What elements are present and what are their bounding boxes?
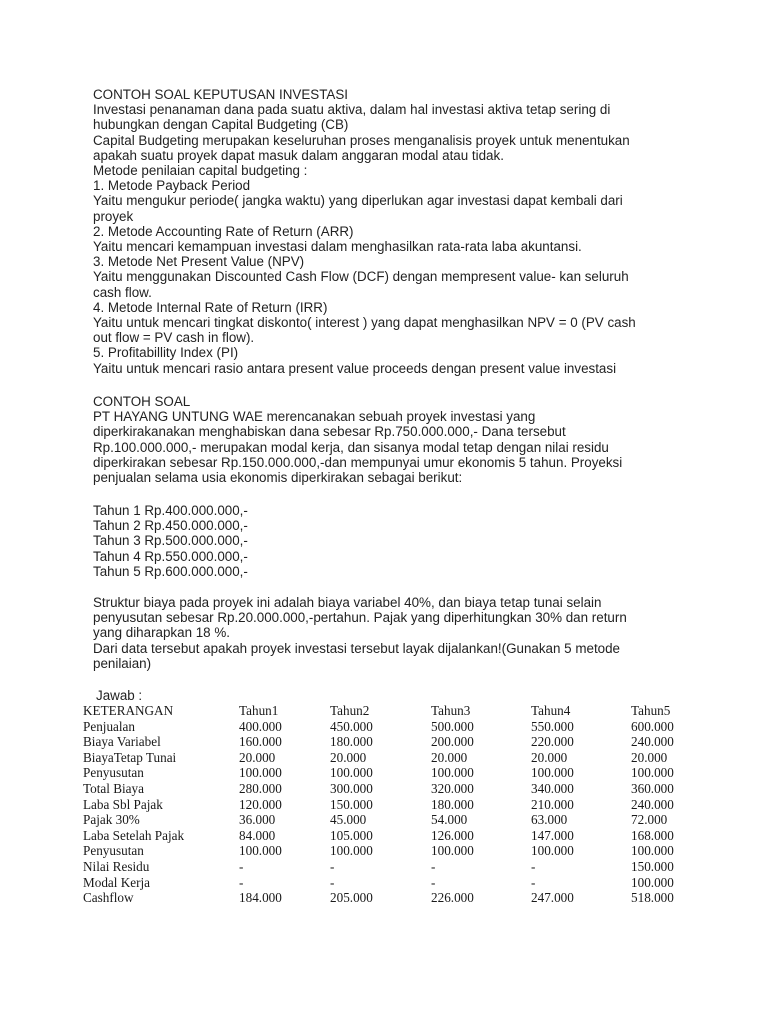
value-cell: 126.000: [431, 827, 474, 843]
table-row: [83, 750, 691, 766]
sales-projection-item: Tahun 5 Rp.600.000.000,-: [93, 563, 248, 579]
row-label-cell: Penjualan: [83, 718, 136, 734]
value-cell: 160.000: [239, 734, 282, 750]
value-cell: 100.000: [239, 765, 282, 781]
value-cell: 360.000: [631, 780, 674, 796]
row-label-cell: Nilai Residu: [83, 858, 150, 874]
method-heading: 5. Profitabillity Index (PI): [93, 345, 239, 361]
value-cell: 20.000: [631, 749, 668, 765]
table-row: [83, 797, 691, 813]
method-description: Yaitu untuk mencari tingkat diskonto( interest ) yang dapat menghasilkan NPV = 0 (PV cash: [93, 315, 636, 331]
sales-projection-item: Tahun 1 Rp.400.000.000,-: [93, 503, 248, 518]
value-cell: 20.000: [431, 749, 468, 765]
header-cell: Tahun2: [330, 703, 370, 718]
value-cell: 518.000: [631, 890, 674, 906]
value-cell: 54.000: [431, 812, 468, 828]
table-row: [83, 765, 691, 781]
table-row: [83, 828, 691, 844]
value-cell: 168.000: [631, 827, 674, 843]
document-title: CONTOH SOAL KEPUTUSAN INVESTASI: [93, 87, 348, 102]
value-cell: -: [239, 858, 244, 874]
value-cell: 400.000: [239, 718, 282, 734]
header-cell: Tahun3: [431, 703, 471, 718]
row-label-cell: Cashflow: [83, 890, 134, 906]
example-line: penjualan selama usia ekonomis diperkirakan sebagai berikut:: [93, 470, 463, 486]
value-cell: 200.000: [431, 734, 474, 750]
header-cell: Tahun1: [239, 703, 279, 718]
method-description: Yaitu untuk mencari rasio antara present value proceeds dengan present value investasi: [93, 360, 617, 376]
table-row: [83, 859, 691, 875]
method-description: Yaitu mengukur periode( jangka waktu) yang diperlukan agar investasi dapat kembali dari: [93, 193, 623, 209]
example-line: diperkirakanakan menghabiskan dana sebesar Rp.750.000.000,- Dana tersebut: [93, 424, 566, 440]
value-cell: 84.000: [239, 827, 276, 843]
method-heading: 4. Metode Internal Rate of Return (IRR): [93, 299, 328, 315]
value-cell: 20.000: [531, 749, 568, 765]
table-row: [83, 719, 691, 735]
header-cell: Tahun5: [631, 703, 671, 718]
value-cell: -: [431, 858, 436, 874]
method-description: Yaitu mencari kemampuan investasi dalam menghasilkan rata-rata laba akuntansi.: [93, 239, 582, 255]
value-cell: 63.000: [531, 812, 568, 828]
value-cell: 300.000: [330, 780, 373, 796]
table-header-row: [83, 703, 691, 719]
value-cell: 100.000: [531, 843, 574, 859]
value-cell: 210.000: [531, 796, 574, 812]
example-line: PT HAYANG UNTUNG WAE merencanakan sebuah proyek investasi yang: [93, 409, 536, 425]
value-cell: 220.000: [531, 734, 574, 750]
value-cell: 20.000: [330, 749, 367, 765]
value-cell: 320.000: [431, 780, 474, 796]
value-cell: 450.000: [330, 718, 373, 734]
value-cell: 36.000: [239, 812, 276, 828]
value-cell: 45.000: [330, 812, 367, 828]
example-line: Rp.100.000.000,- merupakan modal kerja, dan sisanya modal tetap dengan nilai residu: [93, 439, 609, 455]
cost-structure-section: [93, 595, 693, 671]
table-row: [83, 812, 691, 828]
value-cell: 100.000: [631, 874, 674, 890]
example-line: diperkirakan sebesar Rp.150.000.000,-dan mempunyai umur ekonomis 5 tahun. Proyeksi: [93, 454, 623, 470]
value-cell: -: [330, 858, 335, 874]
question-line: Dari data tersebut apakah proyek investasi tersebut layak dijalankan!(Gunakan 5 metode: [93, 640, 621, 656]
row-label-cell: Laba Setelah Pajak: [83, 827, 185, 843]
row-label-cell: Penyusutan: [83, 843, 144, 859]
table-row: [83, 843, 691, 859]
sales-projection-list: [93, 503, 693, 579]
row-label-cell: Pajak 30%: [83, 812, 140, 828]
value-cell: 100.000: [330, 843, 373, 859]
intro-line: Capital Budgeting merupakan keseluruhan proses menganalisis proyek untuk menentukan: [93, 132, 630, 148]
intro-line: hubungkan dengan Capital Budgeting (CB): [93, 117, 349, 133]
value-cell: 184.000: [239, 890, 282, 906]
method-heading: 1. Metode Payback Period: [93, 178, 251, 194]
value-cell: 100.000: [330, 765, 373, 781]
value-cell: 100.000: [431, 843, 474, 859]
header-cell: KETERANGAN: [83, 703, 174, 718]
cashflow-table: [83, 703, 691, 906]
sales-projection-item: Tahun 3 Rp.500.000.000,-: [93, 533, 248, 549]
intro-line: Investasi penanaman dana pada suatu aktiva, dalam hal investasi aktiva tetap sering di: [93, 102, 611, 118]
method-description: proyek: [93, 208, 134, 224]
value-cell: 150.000: [631, 858, 674, 874]
intro-line: Metode penilaian capital budgeting :: [93, 163, 308, 179]
table-row: [83, 890, 691, 906]
value-cell: 240.000: [631, 734, 674, 750]
value-cell: 180.000: [330, 734, 373, 750]
value-cell: 240.000: [631, 796, 674, 812]
intro-line: apakah suatu proyek dapat masuk dalam anggaran modal atau tidak.: [93, 147, 504, 163]
table-row: [83, 734, 691, 750]
value-cell: 247.000: [531, 890, 574, 906]
sales-projection-item: Tahun 4 Rp.550.000.000,-: [93, 548, 248, 564]
row-label-cell: Total Biaya: [83, 780, 144, 796]
cost-structure-line: penyusutan sebesar Rp.20.000.000,-pertahun. Pajak yang diperhitungkan 30% dan return: [93, 610, 627, 626]
method-description: cash flow.: [93, 284, 152, 300]
answer-label: Jawab :: [96, 688, 143, 703]
value-cell: 280.000: [239, 780, 282, 796]
value-cell: -: [431, 874, 436, 890]
value-cell: -: [330, 874, 335, 890]
value-cell: -: [531, 858, 536, 874]
value-cell: 147.000: [531, 827, 574, 843]
value-cell: 100.000: [631, 765, 674, 781]
value-cell: 500.000: [431, 718, 474, 734]
row-label-cell: BiayaTetap Tunai: [83, 749, 177, 765]
method-description: out flow = PV cash in flow).: [93, 330, 255, 346]
value-cell: 600.000: [631, 718, 674, 734]
value-cell: 340.000: [531, 780, 574, 796]
table-row: [83, 875, 691, 891]
row-label-cell: Laba Sbl Pajak: [83, 796, 163, 812]
sales-projection-item: Tahun 2 Rp.450.000.000,-: [93, 518, 248, 534]
value-cell: 120.000: [239, 796, 282, 812]
method-heading: 3. Metode Net Present Value (NPV): [93, 254, 305, 270]
cost-structure-line: Struktur biaya pada proyek ini adalah biaya variabel 40%, dan biaya tetap tunai selain: [93, 595, 602, 610]
cost-structure-line: yang diharapkan 18 %.: [93, 625, 230, 641]
value-cell: 150.000: [330, 796, 373, 812]
method-description: Yaitu menggunakan Discounted Cash Flow (DCF) dengan mempresent value- kan seluruh: [93, 269, 629, 285]
example-title: CONTOH SOAL: [93, 394, 191, 409]
value-cell: 100.000: [631, 843, 674, 859]
row-label-cell: Penyusutan: [83, 765, 144, 781]
example-section: [93, 394, 693, 485]
intro-section: [93, 87, 693, 376]
value-cell: 550.000: [531, 718, 574, 734]
value-cell: 20.000: [239, 749, 276, 765]
value-cell: -: [239, 874, 244, 890]
value-cell: -: [531, 874, 536, 890]
value-cell: 100.000: [531, 765, 574, 781]
value-cell: 100.000: [239, 843, 282, 859]
row-label-cell: Biaya Variabel: [83, 734, 161, 750]
value-cell: 105.000: [330, 827, 373, 843]
value-cell: 226.000: [431, 890, 474, 906]
method-heading: 2. Metode Accounting Rate of Return (ARR): [93, 223, 354, 239]
table-row: [83, 781, 691, 797]
header-cell: Tahun4: [531, 703, 571, 718]
value-cell: 180.000: [431, 796, 474, 812]
question-line: penilaian): [93, 655, 152, 671]
row-label-cell: Modal Kerja: [83, 874, 151, 890]
value-cell: 72.000: [631, 812, 668, 828]
value-cell: 205.000: [330, 890, 373, 906]
value-cell: 100.000: [431, 765, 474, 781]
